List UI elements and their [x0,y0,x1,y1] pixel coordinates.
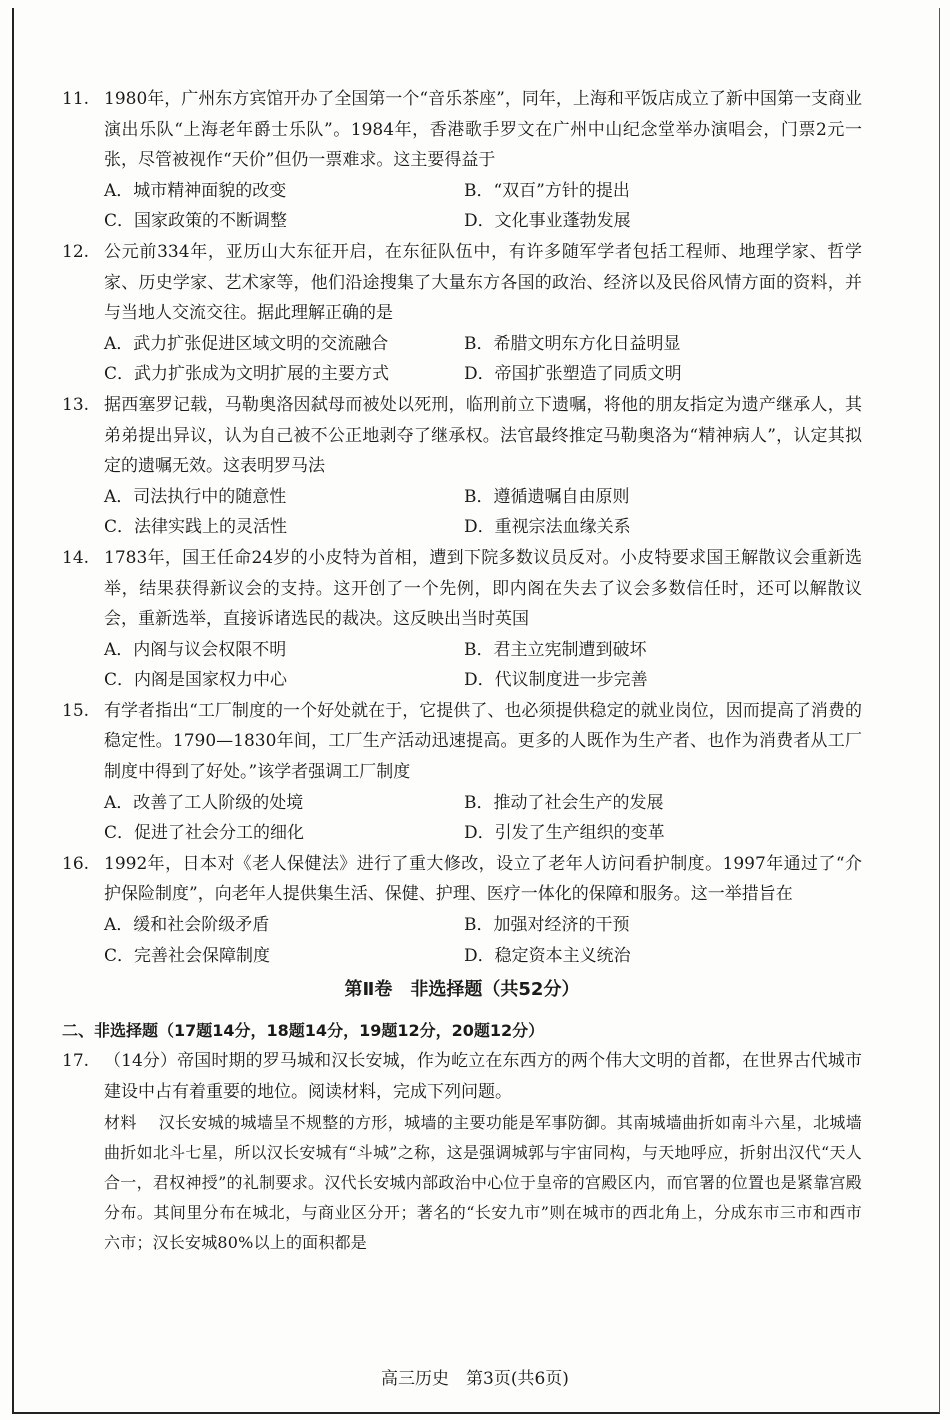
page-footer: 高三历史 第3页(共6页) [381,1369,569,1389]
option-c: C．武力扩张成为文明扩展的主要方式 [104,364,390,385]
exam-page-content [62,84,862,1258]
option-b: B．遵循遗嘱自由原则 [464,486,630,507]
question-stem: 1992年，日本对《老人保健法》进行了重大修改，设立了老年人访问看护制度。1997年通过了“介护保险制度”，向老年人提供集生活、保健、护理、医疗一体化的保障和服务。这一举措旨在 [104,853,862,905]
option-b: B．君主立宪制遭到破坏 [464,639,647,660]
option-d: D．稳定资本主义统治 [464,945,631,966]
part-title: 二、非选择题（17题14分，18题14分，19题12分，20题12分） [62,1020,545,1040]
question-17 [62,1046,862,1257]
option-a: A．城市精神面貌的改变 [104,180,287,201]
question-stem: （14分）帝国时期的罗马城和汉长安城，作为屹立在东西方的两个伟大文明的首都，在世界古代城市建设中占有着重要的地位。阅读材料，完成下列问题。 [104,1051,862,1102]
question-number: 13. [62,394,90,415]
material-text: 汉长安城的城墙呈不规整的方形，城墙的主要功能是军事防御。其南城墙曲折如南斗六星，北城墙曲折如北斗七星，所以汉长安城有“斗城”之称，这是强调城郭与宇宙同构，与天地呼应，折射出汉代“天人合一，君权神授”的礼制要求。汉代长安城内部政治中心位于皇帝的宫殿区内，而官署的位置也是紧靠宫殿分布。其间里分布在城北，与商业区分开；著名的“长安九市”则在城市的西北角上，分成东市三市和西市六市；汉长安城80%以上的面积都是 [104,1112,862,1252]
question-number: 15. [62,700,90,721]
option-d: D．帝国扩张塑造了同质文明 [464,364,682,385]
option-b: B．“双百”方针的提出 [464,180,630,201]
question-16 [62,849,862,971]
question-15 [62,696,862,849]
question-12 [62,237,862,390]
option-d: D．引发了生产组织的变革 [464,823,665,844]
option-d: D．重视宗法血缘关系 [464,517,631,538]
option-list [104,635,862,696]
question-11 [62,84,862,237]
option-c: C．国家政策的不断调整 [104,211,288,232]
option-b: B．加强对经济的干预 [464,915,630,936]
section-title: 第Ⅱ卷 非选择题（共52分） [344,979,580,1001]
option-c: C．法律实践上的灵活性 [104,517,288,538]
question-number: 14. [62,547,90,568]
option-a: A．司法执行中的随意性 [104,486,287,507]
question-stem: 1783年，国王任命24岁的小皮特为首相，遭到下院多数议员反对。小皮特要求国王解散议会重新选举，结果获得新议会的支持。这开创了一个先例，即内阁在失去了议会多数信任时，还可以解散议会，重新选举，直接诉诸选民的裁决。这反映出当时英国 [104,547,862,630]
option-d: D．代议制度进一步完善 [464,670,648,691]
option-list [104,329,862,390]
question-number: 12. [62,241,90,262]
option-b: B．推动了社会生产的发展 [464,792,664,813]
question-stem: 公元前334年，亚历山大东征开启，在东征队伍中，有许多随军学者包括工程师、地理学家、哲学家、历史学家、艺术家等，他们沿途搜集了大量东方各国的政治、经济以及民俗风情方面的资料，并与当地人交流交往。据此理解正确的是 [104,241,862,324]
question-13 [62,390,862,543]
material-label: 材料 [104,1112,137,1132]
option-b: B．希腊文明东方化日益明显 [464,333,681,354]
question-number: 16. [62,853,90,874]
material-block [104,1108,862,1258]
question-stem: 有学者指出“工厂制度的一个好处就在于，它提供了、也必须提供稳定的就业岗位，因而提高了消费的稳定性。1790—1830年间，工厂生产活动迅速提高。更多的人既作为生产者、也作为消费者从工厂制度中得到了好处。”该学者强调工厂制度 [104,700,862,783]
option-a: A．改善了工人阶级的处境 [104,792,304,813]
option-list [104,482,862,543]
option-a: A．武力扩张促进区域文明的交流融合 [104,333,389,354]
option-list [104,910,862,971]
option-a: A．缓和社会阶级矛盾 [104,915,270,936]
question-stem: 据西塞罗记载，马勒奥洛因弑母而被处以死刑，临刑前立下遗嘱，将他的朋友指定为遗产继承人，其弟弟提出异议，认为自己被不公正地剥夺了继承权。法官最终推定马勒奥洛为“精神病人”，认定其拟定的遗嘱无效。这表明罗马法 [104,394,862,477]
question-stem: 1980年，广州东方宾馆开办了全国第一个“音乐茶座”，同年，上海和平饭店成立了新中国第一支商业演出乐队“上海老年爵士乐队”。1984年，香港歌手罗文在广州中山纪念堂举办演唱会，门票2元一张，尽管被视作“天价”但仍一票难求。这主要得益于 [104,89,862,171]
option-c: C．完善社会保障制度 [104,945,271,966]
question-number: 17. [62,1051,90,1072]
option-c: C．促进了社会分工的细化 [104,823,305,844]
option-d: D．文化事业蓬勃发展 [464,211,631,232]
question-14 [62,543,862,696]
option-list [104,788,862,849]
question-number: 11. [62,89,90,109]
option-a: A．内阁与议会权限不明 [104,639,287,660]
option-c: C．内阁是国家权力中心 [104,670,288,691]
option-list [104,176,862,237]
